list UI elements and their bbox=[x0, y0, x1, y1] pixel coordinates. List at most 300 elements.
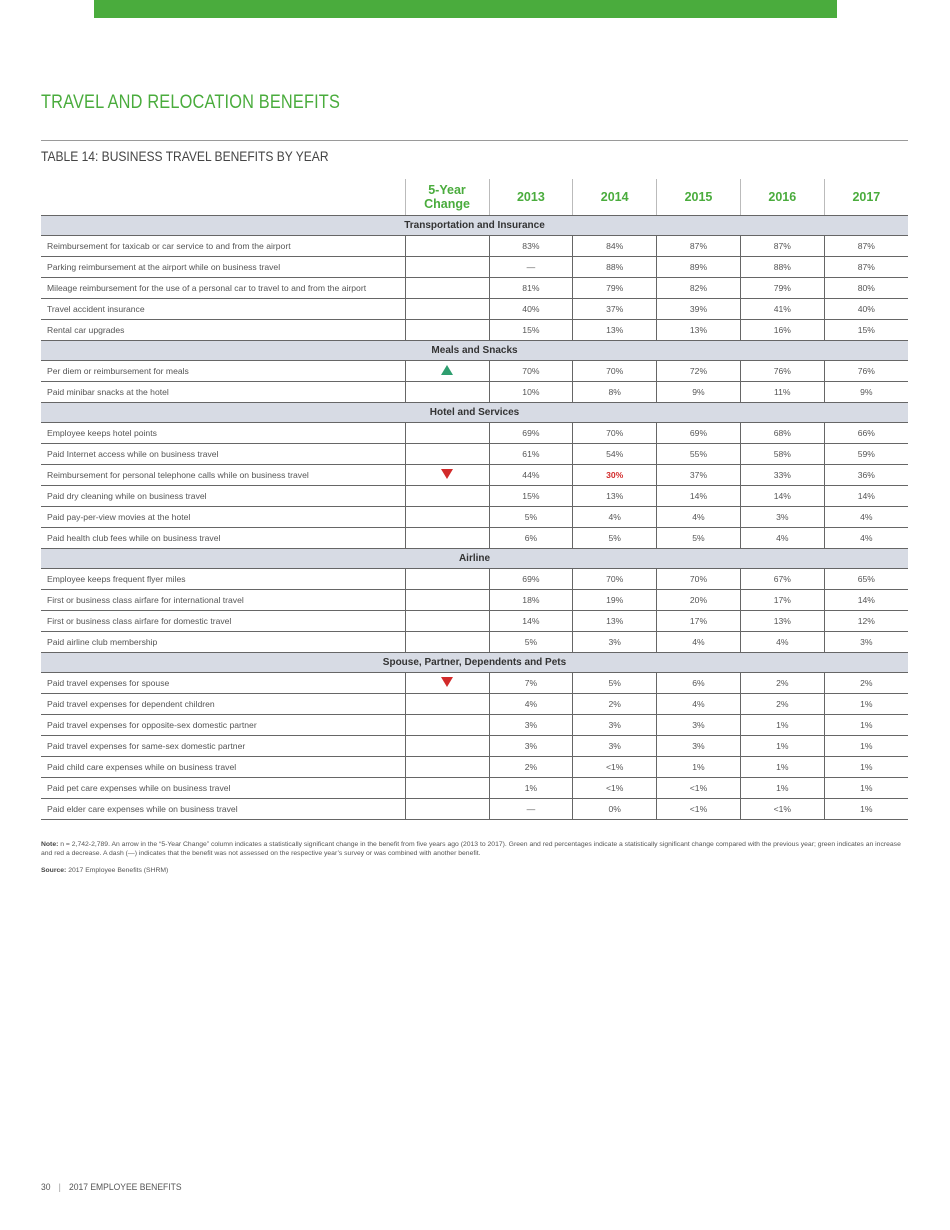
year-value: 1% bbox=[860, 762, 873, 772]
year-value: 15% bbox=[857, 325, 875, 335]
table-row bbox=[41, 694, 908, 715]
year-value-cell bbox=[740, 382, 824, 403]
year-value: 69% bbox=[689, 428, 708, 438]
year-value: 87% bbox=[857, 241, 875, 251]
year-value: <1% bbox=[605, 783, 624, 793]
year-value: 79% bbox=[606, 283, 624, 293]
table-row bbox=[41, 757, 908, 778]
benefit-label: Paid Internet access while on business travel bbox=[41, 444, 405, 465]
year-value: 76% bbox=[857, 366, 875, 376]
year-value-cell bbox=[740, 486, 824, 507]
category-heading: Hotel and Services bbox=[41, 403, 908, 423]
year-value: 4% bbox=[608, 512, 621, 522]
year-value: 13% bbox=[606, 325, 624, 335]
table-row bbox=[41, 423, 908, 444]
year-value: 1% bbox=[860, 804, 873, 814]
five-year-change-cell bbox=[405, 569, 489, 590]
year-value: 10% bbox=[522, 387, 540, 397]
year-value: 13% bbox=[606, 491, 624, 501]
year-value: 40% bbox=[857, 304, 875, 314]
year-value-cell bbox=[489, 778, 573, 799]
category-heading: Meals and Snacks bbox=[41, 341, 908, 361]
year-value-cell bbox=[489, 299, 573, 320]
year-value-cell bbox=[657, 757, 741, 778]
year-value: 14% bbox=[522, 616, 540, 626]
benefit-label: Paid travel expenses for spouse bbox=[41, 673, 405, 694]
year-value-cell bbox=[489, 757, 573, 778]
year-value-cell bbox=[489, 382, 573, 403]
page-footer bbox=[41, 1182, 182, 1193]
year-value: 33% bbox=[773, 470, 791, 480]
five-year-change-cell bbox=[405, 611, 489, 632]
year-value-cell bbox=[657, 278, 741, 299]
five-year-change-cell bbox=[405, 278, 489, 299]
five-year-change-cell bbox=[405, 382, 489, 403]
five-year-change-cell bbox=[405, 528, 489, 549]
category-heading: Spouse, Partner, Dependents and Pets bbox=[41, 653, 908, 673]
decrease-arrow-icon bbox=[441, 677, 453, 687]
source-text: 2017 Employee Benefits (SHRM) bbox=[68, 867, 169, 874]
year-value: 14% bbox=[857, 491, 875, 501]
year-column-header: 2014 bbox=[573, 179, 657, 216]
benefit-label: Employee keeps hotel points bbox=[41, 423, 405, 444]
table-row bbox=[41, 673, 908, 694]
year-column-header: 2013 bbox=[489, 179, 573, 216]
five-year-change-cell bbox=[405, 423, 489, 444]
year-value-cell bbox=[573, 278, 657, 299]
year-value: 5% bbox=[524, 512, 538, 522]
year-value-cell bbox=[824, 361, 908, 382]
year-value-cell bbox=[657, 569, 741, 590]
year-value-cell bbox=[573, 507, 657, 528]
top-accent-bar bbox=[94, 0, 837, 18]
year-value: 9% bbox=[692, 387, 705, 397]
five-year-change-cell bbox=[405, 715, 489, 736]
year-value-cell bbox=[489, 611, 573, 632]
year-value: 58% bbox=[773, 449, 791, 459]
year-value: 5% bbox=[608, 678, 621, 688]
year-value-cell bbox=[657, 257, 741, 278]
year-value: 13% bbox=[773, 616, 791, 626]
benefit-label: Travel accident insurance bbox=[41, 299, 405, 320]
year-value-cell bbox=[489, 507, 573, 528]
year-value-cell bbox=[824, 611, 908, 632]
source-label: Source: bbox=[41, 867, 67, 874]
year-value: 14% bbox=[773, 491, 791, 501]
year-value: 82% bbox=[689, 283, 708, 293]
table-header-row bbox=[41, 179, 908, 216]
year-value: 1% bbox=[860, 699, 873, 709]
year-value: 2% bbox=[776, 699, 789, 709]
year-value-cell bbox=[824, 320, 908, 341]
year-value: 18% bbox=[522, 595, 540, 605]
year-value-cell bbox=[573, 757, 657, 778]
year-value-cell bbox=[740, 278, 824, 299]
year-value-cell bbox=[573, 236, 657, 257]
year-value: 30% bbox=[606, 470, 624, 480]
year-value: 1% bbox=[860, 783, 873, 793]
year-value-cell bbox=[489, 486, 573, 507]
table-row bbox=[41, 299, 908, 320]
table-row bbox=[41, 715, 908, 736]
year-value-cell bbox=[824, 673, 908, 694]
year-value-cell bbox=[740, 507, 824, 528]
year-value-cell bbox=[489, 590, 573, 611]
year-value-cell bbox=[657, 673, 741, 694]
year-value: 65% bbox=[857, 574, 875, 584]
decrease-arrow-icon bbox=[441, 469, 453, 479]
benefit-label: Paid pet care expenses while on business travel bbox=[41, 778, 405, 799]
year-value-cell bbox=[740, 569, 824, 590]
year-value-cell bbox=[740, 361, 824, 382]
year-value: 4% bbox=[776, 637, 789, 647]
year-value-cell bbox=[740, 444, 824, 465]
year-value-cell bbox=[657, 299, 741, 320]
five-year-change-cell bbox=[405, 236, 489, 257]
year-value-cell bbox=[657, 799, 741, 820]
year-value-cell bbox=[657, 736, 741, 757]
benefit-label: Mileage reimbursement for the use of a personal car to travel to and from the airport bbox=[41, 278, 405, 299]
year-value-cell bbox=[573, 257, 657, 278]
label-column-header bbox=[41, 179, 405, 216]
year-value: 3% bbox=[860, 637, 873, 647]
table-title: TABLE 14: BUSINESS TRAVEL BENEFITS BY YEAR bbox=[41, 148, 329, 164]
year-value: 72% bbox=[689, 366, 708, 376]
year-value: 11% bbox=[774, 387, 791, 397]
year-value: 5% bbox=[524, 637, 538, 647]
year-value: 80% bbox=[857, 283, 875, 293]
year-value-cell bbox=[824, 299, 908, 320]
table-body bbox=[41, 216, 908, 820]
year-value: 6% bbox=[692, 678, 705, 688]
year-value-cell bbox=[573, 673, 657, 694]
year-value-cell bbox=[740, 694, 824, 715]
year-value-cell bbox=[740, 528, 824, 549]
table-row bbox=[41, 799, 908, 820]
year-column-header: 2017 bbox=[824, 179, 908, 216]
year-value: 89% bbox=[689, 262, 708, 272]
category-row bbox=[41, 549, 908, 569]
year-value-cell bbox=[824, 632, 908, 653]
year-value: <1% bbox=[605, 762, 624, 772]
year-value-cell bbox=[824, 423, 908, 444]
year-value: 1% bbox=[776, 741, 789, 751]
year-value: 3% bbox=[608, 637, 621, 647]
table-note bbox=[41, 840, 908, 858]
year-value: 9% bbox=[860, 387, 873, 397]
year-value-cell bbox=[824, 257, 908, 278]
year-value-cell bbox=[573, 423, 657, 444]
table-row bbox=[41, 278, 908, 299]
year-value: 4% bbox=[776, 533, 789, 543]
table-row bbox=[41, 569, 908, 590]
year-value: 14% bbox=[857, 595, 875, 605]
year-value-cell bbox=[573, 611, 657, 632]
year-value-cell bbox=[489, 257, 573, 278]
year-value: 1% bbox=[860, 720, 873, 730]
five-year-change-cell bbox=[405, 507, 489, 528]
year-value-cell bbox=[740, 465, 824, 486]
year-value-cell bbox=[740, 299, 824, 320]
year-value: 69% bbox=[522, 428, 540, 438]
year-value: 84% bbox=[606, 241, 624, 251]
year-value: 41% bbox=[773, 304, 791, 314]
year-value-cell bbox=[489, 632, 573, 653]
year-value-cell bbox=[573, 632, 657, 653]
year-value-cell bbox=[573, 528, 657, 549]
year-value-cell bbox=[824, 507, 908, 528]
year-value: 3% bbox=[524, 741, 538, 751]
year-value-cell bbox=[573, 694, 657, 715]
year-value: 4% bbox=[860, 533, 873, 543]
year-value-cell bbox=[573, 320, 657, 341]
year-value: 70% bbox=[689, 574, 708, 584]
year-value-cell bbox=[740, 257, 824, 278]
year-value: 17% bbox=[689, 616, 708, 626]
table-row bbox=[41, 444, 908, 465]
table-row bbox=[41, 486, 908, 507]
year-column-header: 2015 bbox=[657, 179, 741, 216]
year-value-cell bbox=[740, 778, 824, 799]
benefits-table bbox=[41, 179, 908, 820]
year-column-header: 2016 bbox=[740, 179, 824, 216]
year-value-cell bbox=[489, 361, 573, 382]
year-value: 0% bbox=[608, 804, 621, 814]
year-value: 15% bbox=[522, 491, 540, 501]
year-value-cell bbox=[573, 465, 657, 486]
year-value-cell bbox=[824, 590, 908, 611]
year-value: 79% bbox=[773, 283, 791, 293]
year-value-cell bbox=[824, 236, 908, 257]
table-row bbox=[41, 465, 908, 486]
year-value-cell bbox=[740, 799, 824, 820]
table-source bbox=[41, 867, 168, 874]
year-value-cell bbox=[657, 444, 741, 465]
year-value-cell bbox=[740, 236, 824, 257]
change-column-header bbox=[405, 179, 489, 216]
year-value-cell bbox=[489, 569, 573, 590]
year-value-cell bbox=[657, 507, 741, 528]
year-value: 87% bbox=[689, 241, 708, 251]
year-value: <1% bbox=[773, 804, 792, 814]
year-value: 61% bbox=[522, 449, 540, 459]
table-row bbox=[41, 528, 908, 549]
year-value-cell bbox=[657, 694, 741, 715]
benefit-label: Per diem or reimbursement for meals bbox=[41, 361, 405, 382]
year-value-cell bbox=[657, 590, 741, 611]
benefit-label: Paid travel expenses for dependent children bbox=[41, 694, 405, 715]
year-value: 70% bbox=[522, 366, 540, 376]
category-row bbox=[41, 653, 908, 673]
year-value: 81% bbox=[522, 283, 540, 293]
note-label: Note: bbox=[41, 841, 59, 848]
section-title: TRAVEL AND RELOCATION BENEFITS bbox=[41, 92, 341, 113]
year-value-cell bbox=[740, 715, 824, 736]
year-value: — bbox=[526, 262, 536, 272]
year-value-cell bbox=[657, 528, 741, 549]
year-value-cell bbox=[824, 278, 908, 299]
year-value: 1% bbox=[776, 762, 789, 772]
year-value: 37% bbox=[689, 470, 708, 480]
year-value-cell bbox=[573, 382, 657, 403]
year-value-cell bbox=[489, 278, 573, 299]
year-value-cell bbox=[573, 715, 657, 736]
table-row bbox=[41, 611, 908, 632]
benefit-label: First or business class airfare for international travel bbox=[41, 590, 405, 611]
category-heading: Transportation and Insurance bbox=[41, 216, 908, 236]
year-value: 59% bbox=[857, 449, 875, 459]
five-year-change-cell bbox=[405, 465, 489, 486]
table-row bbox=[41, 382, 908, 403]
year-value: 3% bbox=[524, 720, 538, 730]
year-value: <1% bbox=[689, 783, 708, 793]
year-value: 54% bbox=[606, 449, 624, 459]
year-value-cell bbox=[740, 736, 824, 757]
year-value-cell bbox=[573, 486, 657, 507]
benefit-label: Paid travel expenses for same-sex domestic partner bbox=[41, 736, 405, 757]
year-value-cell bbox=[824, 444, 908, 465]
benefit-label: Parking reimbursement at the airport while on business travel bbox=[41, 257, 405, 278]
change-header-line1: 5-Year bbox=[428, 183, 466, 197]
year-value: 4% bbox=[692, 512, 705, 522]
table-row bbox=[41, 736, 908, 757]
five-year-change-cell bbox=[405, 320, 489, 341]
five-year-change-cell bbox=[405, 444, 489, 465]
year-value: 83% bbox=[522, 241, 540, 251]
year-value-cell bbox=[657, 320, 741, 341]
five-year-change-cell bbox=[405, 778, 489, 799]
year-value-cell bbox=[740, 757, 824, 778]
table-row bbox=[41, 507, 908, 528]
year-value: 69% bbox=[522, 574, 540, 584]
year-value-cell bbox=[657, 423, 741, 444]
year-value-cell bbox=[573, 778, 657, 799]
five-year-change-cell bbox=[405, 361, 489, 382]
year-value: 70% bbox=[606, 574, 624, 584]
year-value-cell bbox=[824, 736, 908, 757]
benefit-label: Paid minibar snacks at the hotel bbox=[41, 382, 405, 403]
year-value-cell bbox=[573, 361, 657, 382]
year-value-cell bbox=[489, 673, 573, 694]
year-value: 13% bbox=[689, 325, 708, 335]
year-value-cell bbox=[489, 799, 573, 820]
year-value: 3% bbox=[692, 741, 705, 751]
table-row bbox=[41, 257, 908, 278]
year-value-cell bbox=[824, 486, 908, 507]
year-value-cell bbox=[740, 320, 824, 341]
year-value-cell bbox=[657, 465, 741, 486]
year-value: <1% bbox=[689, 804, 708, 814]
year-value-cell bbox=[489, 423, 573, 444]
year-value: 8% bbox=[608, 387, 621, 397]
year-value: 12% bbox=[857, 616, 875, 626]
year-value: 2% bbox=[776, 678, 789, 688]
year-value: 70% bbox=[606, 366, 624, 376]
year-value-cell bbox=[573, 736, 657, 757]
year-value: 1% bbox=[860, 741, 873, 751]
year-value-cell bbox=[657, 382, 741, 403]
year-value: 4% bbox=[692, 637, 705, 647]
benefit-label: Paid elder care expenses while on business travel bbox=[41, 799, 405, 820]
year-value: 2% bbox=[524, 762, 538, 772]
year-value: 55% bbox=[689, 449, 708, 459]
category-row bbox=[41, 341, 908, 361]
year-value: 70% bbox=[606, 428, 624, 438]
benefit-label: Reimbursement for taxicab or car service to and from the airport bbox=[41, 236, 405, 257]
year-value-cell bbox=[740, 611, 824, 632]
five-year-change-cell bbox=[405, 590, 489, 611]
page-number: 30 bbox=[41, 1182, 51, 1193]
year-value-cell bbox=[489, 694, 573, 715]
year-value: 3% bbox=[608, 720, 621, 730]
year-value: — bbox=[526, 804, 536, 814]
year-value-cell bbox=[573, 569, 657, 590]
table-row bbox=[41, 632, 908, 653]
category-row bbox=[41, 216, 908, 236]
year-value-cell bbox=[489, 715, 573, 736]
year-value-cell bbox=[740, 423, 824, 444]
five-year-change-cell bbox=[405, 673, 489, 694]
table-row bbox=[41, 361, 908, 382]
year-value-cell bbox=[824, 382, 908, 403]
year-value-cell bbox=[824, 694, 908, 715]
year-value: 16% bbox=[773, 325, 791, 335]
year-value-cell bbox=[824, 778, 908, 799]
year-value: 67% bbox=[773, 574, 791, 584]
increase-arrow-icon bbox=[441, 365, 453, 375]
year-value: 6% bbox=[524, 533, 538, 543]
benefit-label: Employee keeps frequent flyer miles bbox=[41, 569, 405, 590]
year-value: 87% bbox=[857, 262, 875, 272]
year-value: 20% bbox=[689, 595, 708, 605]
five-year-change-cell bbox=[405, 736, 489, 757]
year-value-cell bbox=[824, 465, 908, 486]
benefit-label: Paid pay-per-view movies at the hotel bbox=[41, 507, 405, 528]
year-value: 3% bbox=[692, 720, 705, 730]
year-value-cell bbox=[740, 590, 824, 611]
table-row bbox=[41, 778, 908, 799]
year-value: 76% bbox=[773, 366, 791, 376]
year-value-cell bbox=[657, 778, 741, 799]
year-value: 3% bbox=[608, 741, 621, 751]
benefit-label: Rental car upgrades bbox=[41, 320, 405, 341]
year-value-cell bbox=[824, 757, 908, 778]
five-year-change-cell bbox=[405, 486, 489, 507]
year-value: 2% bbox=[860, 678, 873, 688]
five-year-change-cell bbox=[405, 299, 489, 320]
year-value: 68% bbox=[773, 428, 791, 438]
year-value: 87% bbox=[773, 241, 791, 251]
table-row bbox=[41, 320, 908, 341]
year-value: 17% bbox=[773, 595, 791, 605]
benefit-label: Paid child care expenses while on business travel bbox=[41, 757, 405, 778]
year-value-cell bbox=[489, 320, 573, 341]
category-heading: Airline bbox=[41, 549, 908, 569]
year-value: 4% bbox=[860, 512, 873, 522]
benefit-label: First or business class airfare for domestic travel bbox=[41, 611, 405, 632]
year-value-cell bbox=[824, 715, 908, 736]
year-value: 1% bbox=[524, 783, 538, 793]
year-value: 1% bbox=[776, 783, 789, 793]
benefit-label: Paid airline club membership bbox=[41, 632, 405, 653]
year-value: 4% bbox=[692, 699, 705, 709]
year-value: 88% bbox=[606, 262, 624, 272]
year-value: 2% bbox=[608, 699, 621, 709]
year-value-cell bbox=[824, 799, 908, 820]
year-value-cell bbox=[489, 528, 573, 549]
year-value: 40% bbox=[522, 304, 540, 314]
year-value: 39% bbox=[689, 304, 708, 314]
